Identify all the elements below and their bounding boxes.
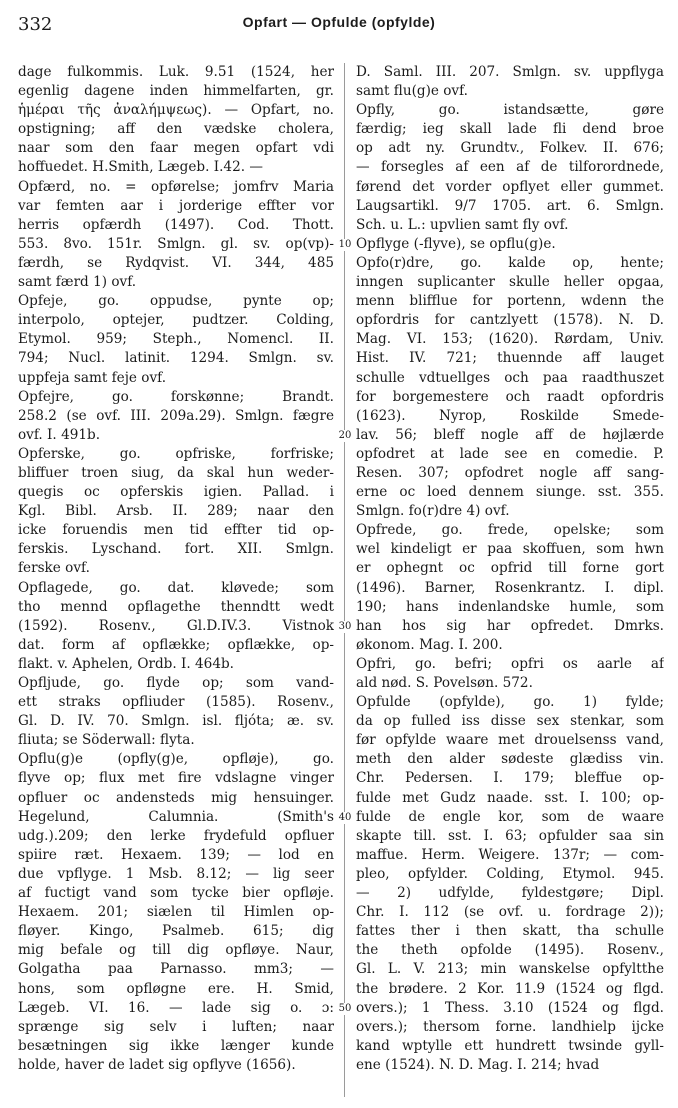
text-line: Opferske, go. opfriske, forfriske; — [18, 445, 334, 462]
text-line: lav. 56; bleff nogle aff de højlærde — [356, 426, 664, 443]
line-number: 40 — [338, 811, 352, 823]
text-line: Mag. VI. 153; (1620). Rørdam, Univ. — [356, 331, 664, 348]
text-line: holde, haver de ladet sig opflyve (1656). — [18, 1056, 296, 1073]
text-line: Opfri, go. befri; opfri os aarle af — [356, 655, 664, 672]
text-line: 794; Nucl. latinit. 1294. Smlgn. sv. — [18, 350, 334, 367]
line-number: 20 — [338, 429, 352, 441]
text-line: Opfrede, go. frede, opelske; som — [356, 522, 664, 539]
text-line: opfordris for cantzlyett (1578). N. D. — [356, 312, 664, 329]
text-line: økonom. Mag. I. 200. — [356, 636, 503, 653]
line-number: 10 — [338, 238, 352, 250]
text-line: Kgl. Bibl. Arsb. II. 289; naar den — [18, 503, 334, 520]
text-line: samt færd 1) ovf. — [18, 274, 137, 291]
text-line: meth den alder sødeste glædiss vin. — [356, 751, 664, 768]
running-title: Opfart — Opfulde (opfylde) — [242, 14, 436, 30]
text-line: 190; hans indenlandske humle, som — [356, 598, 664, 615]
column-divider — [344, 63, 345, 1097]
text-line: uppfeja samt feje ovf. — [18, 369, 167, 386]
text-line: Gl. D. IV. 70. Smlgn. isl. fljóta; æ. sv. — [18, 713, 334, 730]
text-line: Golgatha paa Parnasso. mm3; — — [18, 961, 334, 978]
text-line: Hegelund, Calumnia. (Smith's — [18, 808, 334, 825]
text-line: af fuctigt vand som tycke bier opfløje. — [18, 885, 334, 902]
text-line: sprænge sig selv i luften; naar — [18, 1018, 334, 1035]
text-line: the brødere. 2 Kor. 11.9 (1524 og flgd. — [356, 980, 664, 997]
text-line: Opfeje, go. oppudse, pynte op; — [18, 293, 334, 310]
text-line: Opfejre, go. forskønne; Brandt. — [18, 388, 334, 405]
text-line: dat. form af opflække; opflække, op- — [18, 636, 334, 653]
text-line: wel kindeligt er paa skoffuen, som hwn — [356, 541, 664, 558]
page-number: 332 — [18, 14, 53, 35]
text-line: han hos sig har opfredet. Dmrks. — [356, 617, 664, 634]
text-line: erne oc loed dennem siunge. sst. 355. — [356, 484, 664, 501]
text-line: besætningen sig ikke længer kunde — [18, 1037, 334, 1054]
text-line: 553. 8vo. 151r. Smlgn. gl. sv. op(vp)- — [18, 235, 334, 252]
text-line: overs.); 1 Thess. 3.10 (1524 og flgd. — [356, 999, 664, 1016]
text-line: er ophegnt oc opfrid till forne gort — [356, 560, 664, 577]
text-line: skapte till. sst. I. 63; opfulder saa sin — [356, 827, 664, 844]
text-line: icke foruendis men tid effter tid op- — [18, 522, 334, 539]
text-line: var femten aar i jorderige effter vor — [18, 197, 334, 214]
text-line: Chr. Pedersen. I. 179; bleffue op- — [356, 770, 664, 787]
text-line: interpolo, optejer, pudtzer. Colding, — [18, 312, 334, 329]
text-line: (1623). Nyrop, Roskilde Smede- — [356, 407, 664, 424]
text-line: (1592). Rosenv., Gl.D.IV.3. Vistnok — [18, 617, 334, 634]
text-line: maffue. Herm. Weigere. 137r; — com- — [356, 846, 664, 863]
text-line: ovf. I. 491b. — [18, 426, 101, 443]
text-line: Opfo(r)dre, go. kalde op, hente; — [356, 254, 664, 271]
left-column — [18, 63, 334, 1075]
text-line: Opfly, go. istandsætte, gøre — [356, 102, 664, 119]
line-number: 50 — [338, 1002, 352, 1014]
right-column — [356, 63, 664, 1075]
text-line: fliuta; se Söderwall: flyta. — [18, 732, 195, 749]
text-line: opstigning; aff den vædske cholera, — [18, 121, 334, 138]
text-line: ferske ovf. — [18, 560, 90, 577]
page-header — [18, 14, 660, 40]
text-line: før opfylde waare met drouelsenss vand, — [356, 732, 664, 749]
text-line: Opflagede, go. dat. kløvede; som — [18, 579, 334, 596]
text-line: Opfærd, no. = opførelse; jomfrv Maria — [18, 178, 334, 195]
text-line: overs.); thersom forne. landhielp ijcke — [356, 1018, 664, 1035]
text-line: tho mennd opflagethe thenndtt wedt — [18, 598, 334, 615]
text-line: flyve op; flux met fire vdslagne vinger — [18, 770, 334, 787]
text-line: the theth opfolde (1495). Rosenv., — [356, 942, 664, 959]
text-line: Hexaem. 201; siælen til Himlen op- — [18, 904, 334, 921]
text-line: op adt ny. Grundtv., Folkev. II. 676; — [356, 140, 664, 157]
text-line: for borgemestere och raadt opfordris — [356, 388, 664, 405]
text-line: Opflu(g)e (opfly(g)e, opfløje), go. — [18, 751, 334, 768]
text-line: herris opfærdh (1497). Cod. Thott. — [18, 216, 334, 233]
line-number: 30 — [338, 620, 352, 632]
text-line: ene (1524). N. D. Mag. I. 214; hvad — [356, 1056, 600, 1073]
text-line: da op fulled iss disse sex stenkar, som — [356, 713, 664, 730]
text-line: bliffuer troen siug, da skal hun weder- — [18, 464, 334, 481]
text-line: hoffuedet. H.Smith, Lægeb. I.42. — — [18, 159, 263, 176]
text-line: opfodret at lade see en comedie. P. — [356, 445, 664, 462]
text-line: førend det vorder opflyet eller gummet. — [356, 178, 664, 195]
text-line: fattes ther i then skatt, tha schulle — [356, 923, 664, 940]
text-line: ald nød. S. Povelsøn. 572. — [356, 675, 533, 691]
text-line: — forsegles af een af de tilforordnede, — [356, 159, 664, 176]
text-line: (1496). Barner, Rosenkrantz. I. dipl. — [356, 579, 664, 596]
text-line: Opfljude, go. flyde op; som vand- — [18, 675, 334, 691]
text-line: Lægeb. VI. 16. — lade sig o. ɔ: — [18, 999, 334, 1016]
text-line: egenlig dagene inden himmelfarten, gr. — [18, 83, 334, 100]
text-line: fulde met Gudz naade. sst. I. 100; op- — [356, 789, 664, 806]
text-line: opfluer oc andensteds mig hensuinger. — [18, 789, 334, 806]
text-line: Resen. 307; opfodret nogle aff sang- — [356, 464, 664, 481]
text-line: quegis oc opferskis igien. Pallad. i — [18, 484, 334, 501]
text-line: dage fulkommis. Luk. 9.51 (1524, her — [18, 64, 334, 80]
text-line: flakt. v. Aphelen, Ordb. I. 464b. — [18, 655, 234, 672]
text-line: samt flu(g)e ovf. — [356, 83, 468, 100]
text-line: Chr. I. 112 (se ovf. u. fordrage 2)); — [356, 904, 664, 921]
text-line: Sch. u. L.: upvlien samt fly ovf. — [356, 216, 569, 233]
text-line: pleo, opfylder. Colding, Etymol. 945. — [356, 865, 664, 882]
text-line: ferskis. Lyschand. fort. XII. Smlgn. — [18, 541, 334, 558]
text-line: spiire ræt. Hexaem. 139; — lod en — [18, 846, 334, 863]
text-line: hons, som opfløgne ere. H. Smid, — [18, 980, 334, 997]
text-line: mig befale og till dig opfløye. Naur, — [18, 942, 334, 959]
text-line: naar som den faar megen opfart vdi — [18, 140, 334, 157]
text-line: kand wptylle ett hundrett twsinde gyll- — [356, 1037, 664, 1054]
text-line: Laugsartikl. 9/7 1705. art. 6. Smlgn. — [356, 197, 664, 214]
text-line: fulde de engle kor, som de waare — [356, 808, 664, 825]
text-line: fløyer. Kingo, Psalmeb. 615; dig — [18, 923, 334, 940]
text-line: schulle vdtuellges och paa raadthuszet — [356, 369, 664, 386]
text-line: Opflyge (-flyve), se opflu(g)e. — [356, 235, 556, 252]
text-line: D. Saml. III. 207. Smlgn. sv. uppflyga — [356, 64, 664, 80]
text-line: Gl. L. V. 213; min wanskelse opfyltthe — [356, 961, 664, 978]
text-line: Smlgn. fo(r)dre 4) ovf. — [356, 503, 510, 520]
text-line: færdh, se Rydqvist. VI. 344, 485 — [18, 254, 334, 271]
text-line: ἡμέραι τῆς ἀναλήμψεως). — Opfart, no. — [18, 102, 334, 119]
text-line: udg.).209; den lerke frydefuld opfluer — [18, 827, 334, 844]
text-line: Opfulde (opfylde), go. 1) fylde; — [356, 694, 664, 711]
text-line: Etymol. 959; Steph., Nomencl. II. — [18, 331, 334, 348]
text-line: due vpflyge. 1 Msb. 8.12; — lig seer — [18, 865, 334, 882]
text-line: ett straks opfliuder (1585). Rosenv., — [18, 694, 334, 711]
text-line: 258.2 (se ovf. III. 209a.29). Smlgn. fægre — [18, 407, 334, 424]
text-line: færdig; ieg skall lade fli dend broe — [356, 121, 664, 138]
text-line: menn blifflue for portenn, wdenn the — [356, 293, 664, 310]
text-line: Hist. IV. 721; thuennde aff lauget — [356, 350, 664, 367]
text-line: — 2) udfylde, fyldestgøre; Dipl. — [356, 885, 664, 902]
text-line: inngen suplicanter skulle heller opgaa, — [356, 274, 664, 291]
